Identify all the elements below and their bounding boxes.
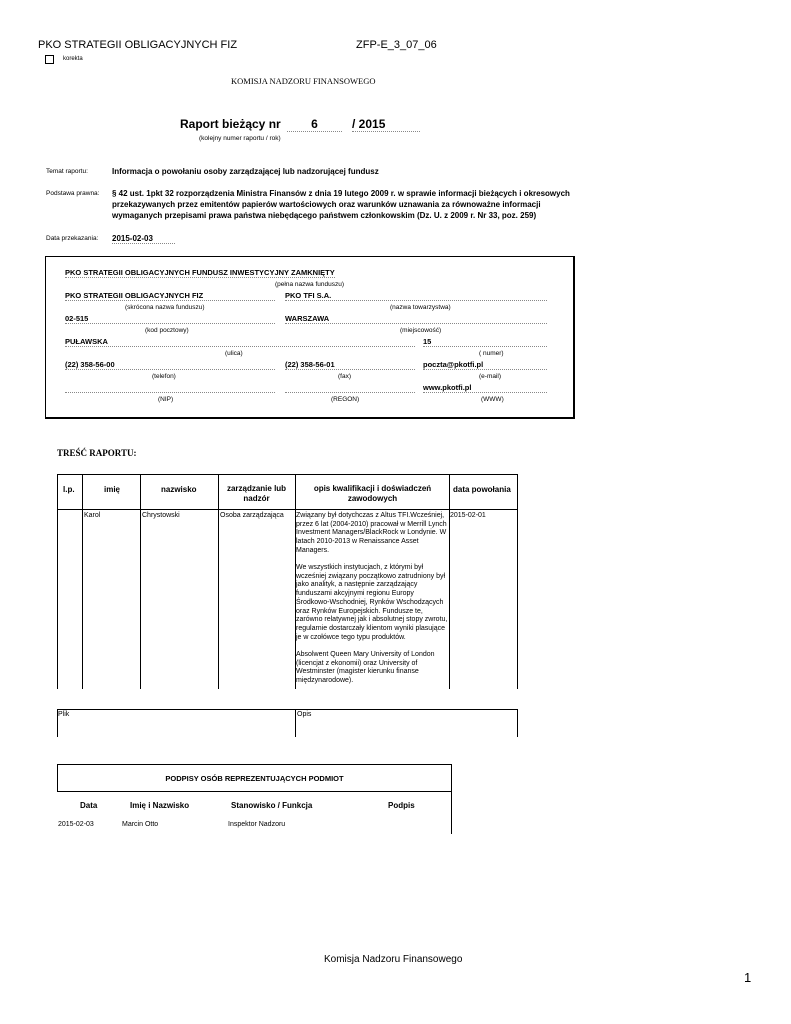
- form-code: ZFP-E_3_07_06: [356, 39, 437, 51]
- content-heading: TREŚĆ RAPORTU:: [57, 448, 137, 458]
- footer-authority: Komisja Nadzoru Finansowego: [324, 954, 463, 965]
- fax: (22) 358-56-01: [285, 360, 415, 370]
- col-header-lp: l.p.: [63, 485, 75, 494]
- authority-heading: KOMISJA NADZORU FINANSOWEGO: [231, 76, 376, 86]
- date-value: 2015-02-03: [112, 234, 175, 244]
- company-caption: (nazwa towarzystwa): [390, 304, 451, 311]
- basis-line-3: wymaganych przepisami prawa państwa niebędącego państwem członkowskim (Dz. U. z 2009 r. Nr 33, poz. 259): [112, 211, 537, 220]
- phone: (22) 358-56-00: [65, 360, 275, 370]
- attachment-desc-label: Opis: [297, 711, 312, 718]
- fund-full-name-caption: (pełna nazwa funduszu): [275, 281, 345, 288]
- person-last-name: Chrystowski: [142, 512, 180, 519]
- regon-field: [285, 383, 415, 393]
- website[interactable]: www.pkotfi.pl: [423, 383, 547, 393]
- col-header-nazwisko: nazwisko: [161, 485, 197, 494]
- basis-label: Podstawa prawna:: [46, 190, 100, 197]
- date-label: Data przekazania:: [46, 235, 99, 242]
- email[interactable]: poczta@pkotfi.pl: [423, 360, 547, 370]
- col-header-opis: opis kwalifikacji i doświadczeń zawodowych: [313, 484, 432, 503]
- report-title: Raport bieżący nr: [180, 117, 281, 131]
- sig-row-position: Inspektor Nadzoru: [228, 821, 286, 828]
- basis-line-1: § 42 ust. 1pkt 32 rozporządzenia Ministra Finansów z dnia 19 lutego 2009 r. w sprawie informacji bieżących i okresowych: [112, 189, 570, 198]
- sig-col-signature: Podpis: [388, 801, 415, 810]
- sig-col-position: Stanowisko / Funkcja: [231, 801, 313, 810]
- qualifications-paragraph-2: We wszystkich instytucjach, z którymi był wcześniej związany początkowo zatrudniony był jako analityk, a następnie zarządzający funduszami akcyjnymi regionu Europy Środkowo-Wschodniej, Rynków Wschodzących oraz Rynków Europejskich. Fundusze te, zarówno relatywnej jak i absolutnej stopy zwrotu, regularnie dostarczały klientom wyniki plasujące je w czołówce tego typu produktów.: [296, 564, 448, 641]
- street-caption: (ulica): [225, 350, 243, 357]
- report-number: 6: [287, 117, 342, 132]
- korekta-checkbox[interactable]: [45, 55, 54, 64]
- col-header-rola: zarządzanie lub nadzór: [226, 484, 287, 503]
- korekta-label: korekta: [63, 56, 83, 62]
- street-number: 15: [423, 337, 547, 347]
- company-name: PKO TFI S.A.: [285, 291, 547, 301]
- city: WARSZAWA: [285, 314, 547, 324]
- topic-value: Informacja o powołaniu osoby zarządzającej lub nadzorującej fundusz: [112, 167, 379, 176]
- sig-col-date: Data: [80, 801, 98, 810]
- qualifications-paragraph-3: Absolwent Queen Mary University of London (licencjat z ekonomii) oraz University of Westminster (magister kierunku finanse międzynarodowe).: [296, 651, 435, 685]
- basis-line-2: przekazywanych przez emitentów papierów wartościowych oraz warunków uznawania za równoważne informacji: [112, 200, 541, 209]
- attachment-file-label: Plik: [58, 711, 70, 718]
- topic-label: Temat raportu:: [46, 168, 88, 175]
- fund-short-name-value: PKO STRATEGII OBLIGACYJNYCH FIZ: [65, 291, 275, 301]
- sig-col-name: Imię i Nazwisko: [130, 801, 190, 810]
- number-caption: ( numer): [479, 350, 504, 357]
- fax-caption: (fax): [338, 373, 351, 380]
- col-header-data: data powołania: [453, 485, 511, 494]
- report-year: / 2015: [352, 117, 420, 132]
- fund-short-name: PKO STRATEGII OBLIGACYJNYCH FIZ: [38, 39, 238, 51]
- page-number: 1: [744, 970, 752, 985]
- appointment-date: 2015-02-01: [450, 512, 486, 519]
- col-header-imie: imię: [104, 485, 121, 494]
- phone-caption: (telefon): [152, 373, 176, 380]
- short-name-caption: (skrócona nazwa funduszu): [125, 304, 205, 311]
- signatures-title: PODPISY OSÓB REPREZENTUJĄCYCH PODMIOT: [165, 774, 344, 783]
- www-caption: (WWW): [481, 396, 504, 403]
- qualifications-paragraph-1: Związany był dotychczas z Altus TFI.Wcześniej, przez 6 lat (2004-2010) pracował w Merrill Lynch Investment Managers/BlackRock w Londynie. W latach 2010-2013 w Renaissance Asset Managers.: [296, 512, 447, 554]
- nip-caption: (NIP): [158, 396, 174, 403]
- postal-code: 02-515: [65, 314, 275, 324]
- report-subtitle: (kolejny numer raportu / rok): [199, 135, 281, 142]
- postal-caption: (kod pocztowy): [145, 327, 189, 334]
- sig-row-date: 2015-02-03: [58, 821, 94, 828]
- city-caption: (miejscowość): [400, 327, 442, 334]
- sig-row-name: Marcin Otto: [122, 821, 159, 828]
- person-first-name: Karol: [84, 512, 101, 519]
- person-role: Osoba zarządzająca: [220, 512, 284, 519]
- regon-caption: (REGON): [331, 396, 360, 403]
- nip-field: [65, 383, 275, 393]
- fund-full-name: PKO STRATEGII OBLIGACYJNYCH FUNDUSZ INWESTYCYJNY ZAMKNIĘTY: [65, 268, 335, 277]
- street: PUŁAWSKA: [65, 337, 415, 347]
- email-caption: (e-mail): [479, 373, 502, 380]
